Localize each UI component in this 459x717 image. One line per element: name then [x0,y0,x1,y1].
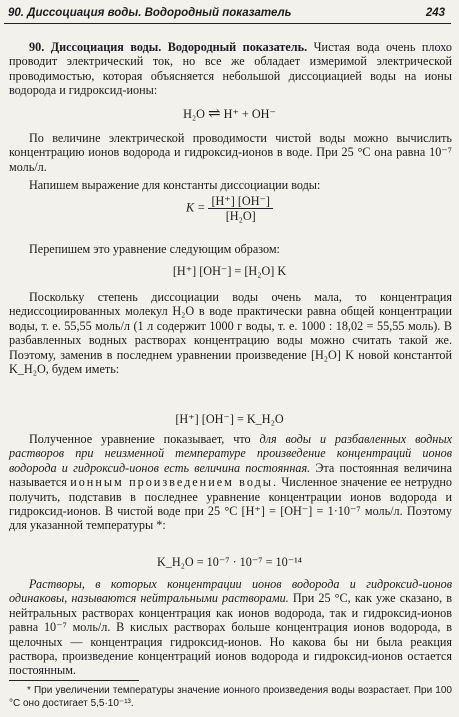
equilibrium-arrow-icon: ⇌ [208,106,221,122]
equation-dissociation [0,107,459,121]
fraction-numerator: [H⁺] [OH⁻] [208,194,273,209]
eq-lhs: K = [185,200,206,215]
fraction [208,194,273,223]
eq-right: H⁺ + OH⁻ [223,107,276,121]
fraction-denominator: [H₂O] [225,209,256,223]
equation-ion-product: [H⁺] [OH⁻] = K_H₂O [175,412,284,426]
footnote-rule [9,680,139,681]
text-run: Эта постоянная величина называется [9,460,453,490]
equation-rewritten: [H⁺] [OH⁻] = [H₂O] K [172,264,287,278]
text-run: При 25 °С, как уже сказано, в нейтральных растворах концентрация как ионов водорода, так и гидроксид-ионов равна 10⁻⁷ моль/л. В кислых растворах больше концентрация ионов водорода, в щелочных — концентрация гидроксид-ионов. Но какова бы ни была реакция раствора, произведение концентраций ионов водорода и гидроксид-ионов остается постоянным. [9,591,452,678]
running-header [4,3,451,23]
equation-kw-value: K_H₂O = 10⁻⁷ · 10⁻⁷ = 10⁻¹⁴ [156,555,303,569]
text-run: Полученное уравнение показывает, что [29,432,251,446]
paragraph-water-concentration: Поскольку степень диссоциации воды очень мала, то концентрация недиссоциированных молекул H₂O в воде практически равна общей концентрации воды, т. е. 55,55 моль/л (1 л содержит 1000 г воды, т. е. 1000 : 18,02 = 55,55 моль). В разбавленных водных растворах концентрацию воды можно считать такой же. Поэтому, заменив в последнем уравнении произведение [H₂O] K новой константой K_H₂O, будем иметь: [9,290,452,377]
italic-definition: Растворы, в которых концентрации ионов водорода и гидроксид-ионов одинаковы, называются нейтральными растворами. [9,577,452,606]
section-header: 90. Диссоциация воды. Водородный показатель [8,7,292,19]
page-number: 243 [425,7,445,19]
equation-constant [0,194,459,223]
spaced-term: ионным произведением воды. [70,475,279,490]
text-run: Численное значение ее нетрудно получить, подставив в последнее уравнение концентрации ионов водорода и гидроксид-ионов. В чистой воде при 25 °С [H⁺] = [OH⁻] = 1·10⁻⁷ моль/л. Поэтому для указанной температуры *: [9,475,453,533]
paragraph-ion-product [9,432,452,533]
footnote: * При увеличении температуры значение ионного произведения воды возрастает. При 100 °С оно достигает 5,5·10⁻¹³. [9,685,452,709]
eq-left: H₂O [183,107,205,121]
paragraph-conductivity: По величине электрической проводимости чистой воды можно вычислить концентрацию ионов водорода и гидроксид-ионов в воде. При 25 °С она равна 10⁻⁷ моль/л. [9,131,452,174]
italic-statement: для воды и разбавленных водных растворов при неизменной температуре произведение концентраций ионов водорода и гидроксид-ионов есть величина постоянная. [9,432,453,475]
paragraph-intro [9,40,452,98]
paragraph-rewrite: Перепишем это уравнение следующим образом: [29,242,280,256]
section-title: 90. Диссоциация воды. Водородный показатель. [29,40,308,54]
header-rule [4,23,451,24]
paragraph-neutral [9,577,452,678]
paragraph-constant: Напишем выражение для константы диссоциации воды: [29,178,321,192]
intro-text: Чистая вода очень плохо проводит электрический ток, но все же обладает измеримой электрической проводимостью, которая объясняется небольшой диссоциацией воды на ионы водорода и гидроксид-ионы: [9,40,452,98]
